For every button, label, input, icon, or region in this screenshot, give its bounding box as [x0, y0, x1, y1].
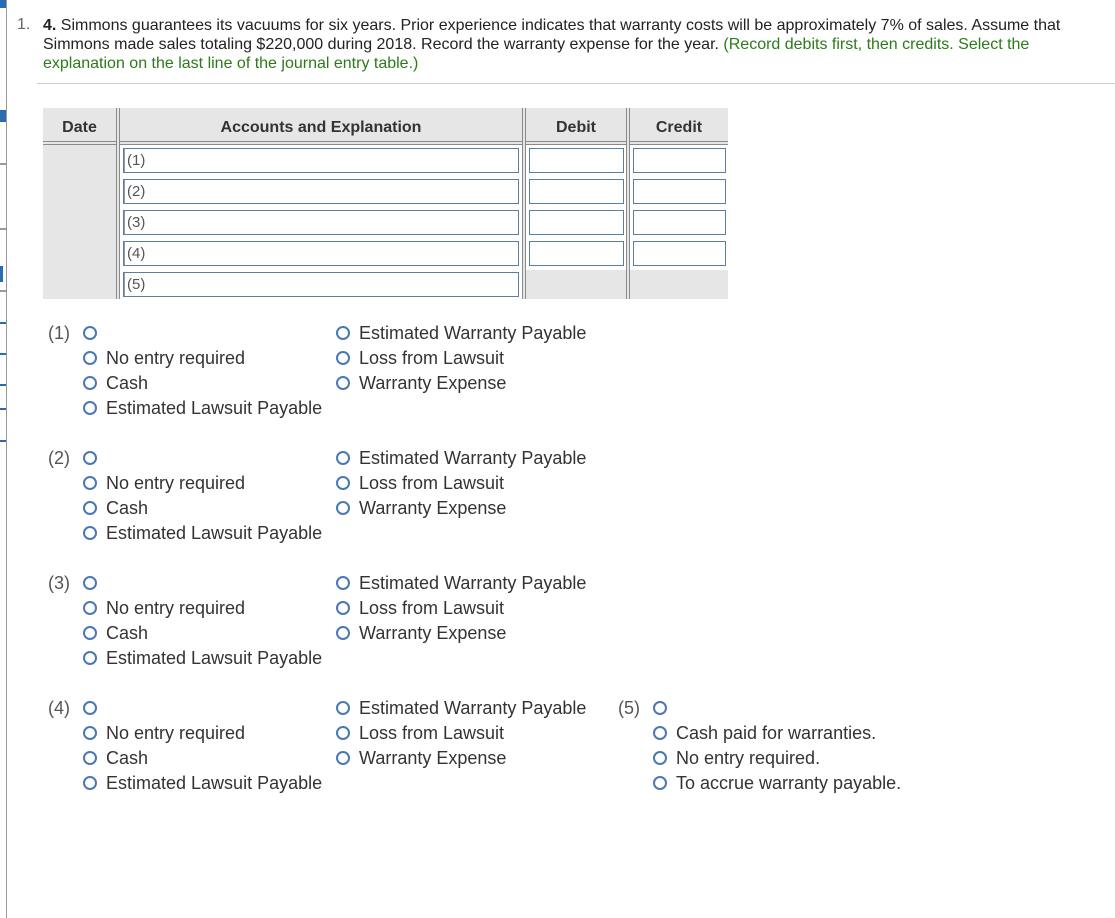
radio-option[interactable]: [336, 501, 350, 515]
account-input-label: (4): [127, 245, 146, 262]
left-panel-edge: [0, 0, 7, 918]
radio-option[interactable]: [83, 351, 97, 365]
option-label: Cash: [106, 498, 149, 518]
choice-group-label: (4): [48, 698, 70, 718]
account-input-label: (3): [127, 214, 146, 231]
choice-group-label: (2): [48, 448, 70, 468]
option-label: To accrue warranty payable.: [676, 773, 902, 793]
radio-option[interactable]: [336, 376, 350, 390]
rail-accent: [0, 0, 6, 8]
option-label: Estimated Warranty Payable: [359, 323, 587, 343]
option-label: No entry required: [106, 598, 246, 618]
radio-option[interactable]: [83, 626, 97, 640]
account-input-label: (1): [127, 152, 146, 169]
radio-blank[interactable]: [83, 576, 97, 590]
radio-option[interactable]: [83, 601, 97, 615]
header-date: Date: [62, 119, 97, 136]
account-input-label: (2): [127, 183, 146, 200]
question-index: 1.: [17, 16, 31, 33]
option-label: Estimated Warranty Payable: [359, 698, 587, 718]
rail-accent: [0, 408, 6, 410]
option-label: Warranty Expense: [359, 623, 507, 643]
header-accounts: Accounts and Explanation: [220, 119, 422, 136]
radio-option[interactable]: [83, 651, 97, 665]
radio-option[interactable]: [336, 601, 350, 615]
credit-input-3[interactable]: [633, 210, 726, 235]
radio-option[interactable]: [83, 401, 97, 415]
radio-option[interactable]: [336, 351, 350, 365]
option-label: No entry required: [106, 348, 246, 368]
option-label: No entry required: [106, 473, 246, 493]
choice-group-label: (5): [618, 698, 640, 718]
option-label: Loss from Lawsuit: [359, 473, 505, 493]
radio-option[interactable]: [83, 726, 97, 740]
option-label: Estimated Lawsuit Payable: [106, 773, 323, 793]
radio-option[interactable]: [653, 776, 667, 790]
radio-option[interactable]: [336, 451, 350, 465]
radio-option[interactable]: [83, 476, 97, 490]
divider: [37, 83, 1115, 84]
account-input-4[interactable]: [123, 241, 519, 266]
option-label: Loss from Lawsuit: [359, 348, 505, 368]
radio-option[interactable]: [336, 726, 350, 740]
option-label: Estimated Lawsuit Payable: [106, 648, 323, 668]
rail-accent: [0, 290, 6, 292]
radio-blank[interactable]: [83, 326, 97, 340]
account-input-1[interactable]: [123, 148, 519, 173]
radio-option[interactable]: [83, 501, 97, 515]
debit-input-1[interactable]: [529, 148, 624, 173]
radio-option[interactable]: [83, 526, 97, 540]
journal-entry-table: [43, 108, 728, 299]
option-label: Cash paid for warranties.: [676, 723, 877, 743]
radio-option[interactable]: [83, 776, 97, 790]
radio-option[interactable]: [336, 701, 350, 715]
question-number: 4.: [43, 17, 57, 34]
rail-accent: [0, 266, 3, 282]
option-label: Estimated Warranty Payable: [359, 448, 587, 468]
option-label: Cash: [106, 748, 149, 768]
account-input-2[interactable]: [123, 179, 519, 204]
rail-accent: [0, 353, 6, 355]
header-credit: Credit: [655, 119, 703, 136]
option-label: Loss from Lawsuit: [359, 723, 505, 743]
choice-group-label: (1): [48, 323, 70, 343]
radio-option[interactable]: [336, 751, 350, 765]
option-label: Estimated Warranty Payable: [359, 573, 587, 593]
debit-input-4[interactable]: [529, 241, 624, 266]
radio-blank[interactable]: [83, 451, 97, 465]
option-label: Warranty Expense: [359, 373, 507, 393]
radio-option[interactable]: [336, 476, 350, 490]
question-body: Simmons guarantees its vacuums for six years. Prior experience indicates that warranty costs will be approximately 7% of sales. Assume that Simmons made sales totaling $220,000 during 2018. Record the warranty expense for the year.: [43, 17, 1061, 53]
account-input-label: (5): [127, 276, 146, 293]
radio-option[interactable]: [83, 376, 97, 390]
debit-input-2[interactable]: [529, 179, 624, 204]
credit-input-1[interactable]: [633, 148, 726, 173]
radio-blank[interactable]: [83, 701, 97, 715]
radio-option[interactable]: [336, 626, 350, 640]
header-debit: Debit: [556, 119, 596, 136]
option-label: Cash: [106, 373, 149, 393]
option-label: Estimated Lawsuit Payable: [106, 523, 323, 543]
explanation-input-5[interactable]: [123, 272, 519, 297]
radio-option[interactable]: [653, 726, 667, 740]
rail-accent: [0, 322, 6, 324]
choice-group-label: (3): [48, 573, 70, 593]
credit-input-2[interactable]: [633, 179, 726, 204]
option-label: No entry required: [106, 723, 246, 743]
rail-accent: [0, 110, 6, 122]
rail-accent: [0, 228, 6, 230]
option-label: Loss from Lawsuit: [359, 598, 505, 618]
question-hint: (Record debits first, then credits. Select the explanation on the last line of the journal entry table.): [43, 36, 1030, 72]
rail-accent: [0, 440, 6, 442]
debit-input-3[interactable]: [529, 210, 624, 235]
credit-input-4[interactable]: [633, 241, 726, 266]
question-text: [43, 16, 1093, 73]
radio-option[interactable]: [336, 576, 350, 590]
rail-accent: [0, 163, 6, 165]
radio-option[interactable]: [653, 751, 667, 765]
account-input-3[interactable]: [123, 210, 519, 235]
option-label: Estimated Lawsuit Payable: [106, 398, 323, 418]
radio-blank[interactable]: [653, 701, 667, 715]
option-label: No entry required.: [676, 748, 821, 768]
rail-accent: [0, 384, 6, 386]
radio-option[interactable]: [336, 326, 350, 340]
option-label: Cash: [106, 623, 149, 643]
option-label: Warranty Expense: [359, 748, 507, 768]
option-label: Warranty Expense: [359, 498, 507, 518]
radio-option[interactable]: [83, 751, 97, 765]
